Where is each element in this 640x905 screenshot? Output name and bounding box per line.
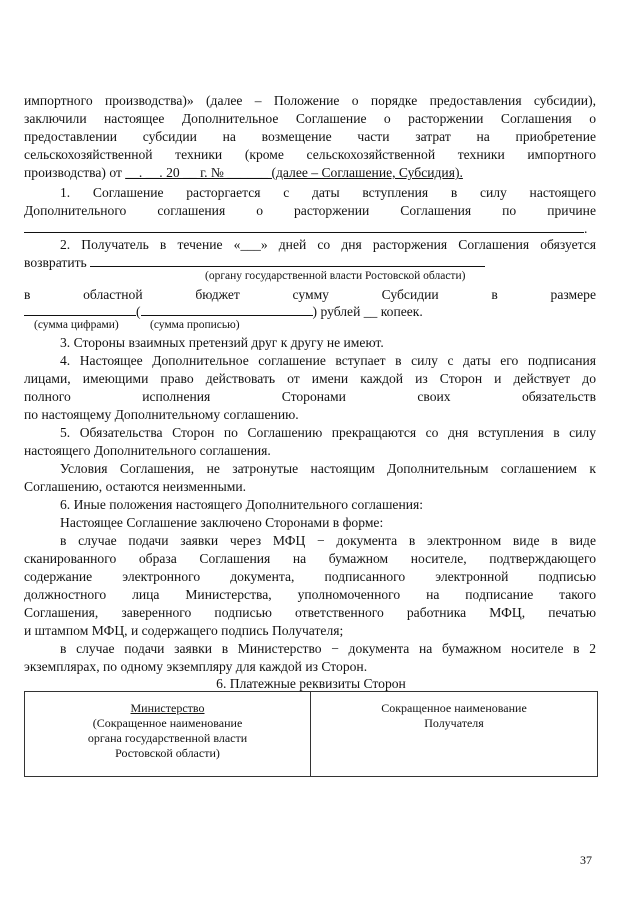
ministry-caption-line-2: органа государственной власти (87, 731, 248, 745)
clause-4-line-2: лицами, имеющими право действовать от имени каждой из Сторон и действует до (24, 371, 596, 386)
form-statement: Настоящее Соглашение заключено Сторонами в форме: (60, 515, 384, 530)
clause-2-line-1: 2. Получатель в течение «___» дней со дня расторжения Соглашения обязуется (60, 237, 596, 252)
clause-2-line-2 (24, 254, 596, 271)
mfc-line-6: и штампом МФЦ, и содержащего подпись Получателя; (24, 623, 344, 638)
clause-1-line-2: Дополнительного соглашения о расторжении Соглашения по причине (24, 203, 596, 218)
ministry-caption-line-3: Ростовской области) (115, 746, 220, 760)
mfc-line-4: должностного лица Министерства, уполномоченного на подписание такого (24, 587, 596, 602)
clause-1-line-3 (24, 220, 596, 237)
clause-1-line-1: 1. Соглашение расторгается с даты вступления в силу настоящего (60, 185, 596, 200)
clause-2-line-3: в областной бюджет сумму Субсидии в размере (24, 287, 596, 302)
intro-line-5 (24, 164, 596, 181)
ministry-line-1: в случае подачи заявки в Министерство − документа на бумажном носителе в 2 (60, 641, 596, 656)
clause-1-period: . (584, 221, 588, 236)
clause-6: 6. Иные положения настоящего Дополнительного соглашения: (60, 497, 424, 512)
ministry-title: Министерство (130, 701, 205, 715)
ministry-caption-line-1: (Сокращенное наименование (92, 716, 243, 730)
intro-line-5-prefix: производства) от (24, 165, 122, 180)
recipient-cell (311, 692, 597, 776)
clause-2-return-word: возвратить (24, 255, 87, 270)
intro-line-3: предоставлении субсидии на возмещение части затрат на приобретение (24, 129, 596, 144)
ministry-cell (25, 692, 311, 776)
recipient-caption-line-1: Сокращенное наименование (381, 701, 527, 715)
recipient-caption-line-2: Получателя (424, 716, 484, 730)
intro-line-4: сельскохозяйственной техники (кроме сельскохозяйственной техники импортного (24, 147, 596, 162)
amount-words-caption: (сумма прописью) (150, 319, 240, 331)
clause-4-line-1: 4. Настоящее Дополнительное соглашение вступает в силу с даты его подписания (60, 353, 596, 368)
amount-digits-blank (24, 303, 136, 316)
clause-3: 3. Стороны взаимных претензий друг к другу не имеют. (60, 335, 384, 350)
clause-5-line-1: 5. Обязательства Сторон по Соглашению прекращаются со дня вступления в силу (60, 425, 596, 440)
conditions-line-2: Соглашению, остаются неизменными. (24, 479, 247, 494)
clause-5-line-2: настоящего Дополнительного соглашения. (24, 443, 271, 458)
mfc-line-5: Соглашения, заверенного подписью ответственного работника МФЦ, печатью (24, 605, 596, 620)
payment-details-heading: 6. Платежные реквизиты Сторон (216, 676, 406, 691)
reason-blank-line (24, 220, 584, 233)
clause-4-line-4: по настоящему Дополнительному соглашению. (24, 407, 299, 422)
mfc-line-3: содержание электронного документа, подписанного электронной подписью (24, 569, 596, 584)
page-number: 37 (580, 853, 592, 867)
amount-words-blank (141, 303, 313, 316)
conditions-line-1: Условия Соглашения, не затронутые настоящим Дополнительным соглашением к (60, 461, 596, 476)
ministry-line-2: экземплярах, по одному экземпляру для каждой из Сторон. (24, 659, 368, 674)
amount-digits-caption: (сумма цифрами) (34, 319, 119, 331)
amount-open-paren: ( (136, 304, 141, 319)
recipient-authority-blank (90, 254, 485, 267)
clause-2-line-4 (24, 303, 596, 320)
agreement-reference: __. __. 20 __ г. № ______ (далее – Соглашение, Субсидия). (125, 165, 463, 180)
amount-rubles-kopecks: ) рублей __ копеек. (312, 304, 423, 319)
payment-details-table (24, 691, 598, 777)
intro-line-1: импортного производства)» (далее – Положение о порядке предоставления субсидии), (24, 93, 596, 108)
clause-4-line-3: полного исполнения Сторонами своих обязательств (24, 389, 596, 404)
mfc-line-1: в случае подачи заявки через МФЦ − документа в электронном виде в виде (60, 533, 596, 548)
recipient-authority-caption: (органу государственной власти Ростовской области) (205, 270, 466, 282)
intro-line-2: заключили настоящее Дополнительное Соглашение о расторжении Соглашения о (24, 111, 596, 126)
mfc-line-2: сканированного образа Соглашения на бумажном носителе, подтверждающего (24, 551, 596, 566)
